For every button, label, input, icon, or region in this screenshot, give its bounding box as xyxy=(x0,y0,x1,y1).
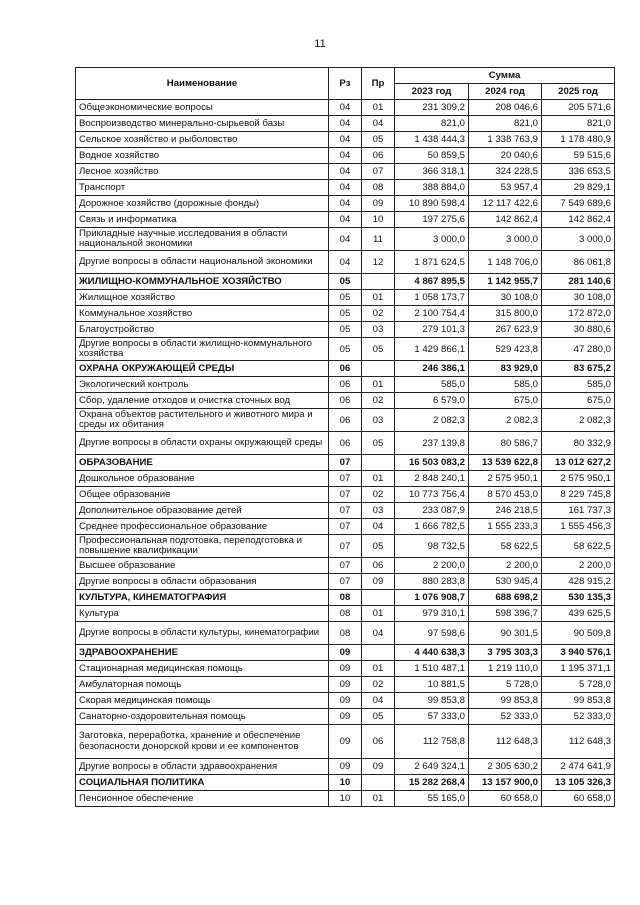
row-amount-2024: 3 000,0 xyxy=(469,228,542,251)
row-amount-2025: 821,0 xyxy=(542,116,615,132)
table-row xyxy=(76,100,615,116)
row-amount-2024: 246 218,5 xyxy=(469,503,542,519)
row-name: КУЛЬТУРА, КИНЕМАТОГРАФИЯ xyxy=(76,590,329,606)
row-pr xyxy=(362,775,395,791)
row-amount-2023: 279 101,3 xyxy=(395,322,469,338)
table-row xyxy=(76,535,615,558)
row-name: Коммунальное хозяйство xyxy=(76,306,329,322)
row-amount-2023: 50 859,5 xyxy=(395,148,469,164)
row-amount-2025: 52 333,0 xyxy=(542,709,615,725)
row-amount-2024: 598 396,7 xyxy=(469,606,542,622)
row-rz: 04 xyxy=(329,228,362,251)
row-amount-2023: 10 881,5 xyxy=(395,677,469,693)
table-row xyxy=(76,709,615,725)
row-name: Сельское хозяйство и рыболовство xyxy=(76,132,329,148)
row-amount-2025: 172 872,0 xyxy=(542,306,615,322)
row-name: Заготовка, переработка, хранение и обеспечение безопасности донорской крови и ее компонентов xyxy=(76,725,329,759)
table-row xyxy=(76,409,615,432)
row-amount-2024: 2 082,3 xyxy=(469,409,542,432)
row-amount-2024: 267 623,9 xyxy=(469,322,542,338)
row-amount-2025: 58 622,5 xyxy=(542,535,615,558)
row-pr: 04 xyxy=(362,116,395,132)
row-amount-2024: 12 117 422,6 xyxy=(469,196,542,212)
row-rz: 07 xyxy=(329,519,362,535)
table-row xyxy=(76,338,615,361)
row-amount-2023: 246 386,1 xyxy=(395,361,469,377)
row-amount-2025: 59 515,6 xyxy=(542,148,615,164)
row-amount-2025: 3 000,0 xyxy=(542,228,615,251)
header-year-2024: 2024 год xyxy=(469,84,542,100)
row-name: Другие вопросы в области национальной экономики xyxy=(76,251,329,274)
table-row xyxy=(76,606,615,622)
row-rz: 10 xyxy=(329,775,362,791)
row-name: Дополнительное образование детей xyxy=(76,503,329,519)
row-amount-2025: 30 880,6 xyxy=(542,322,615,338)
table-row xyxy=(76,361,615,377)
row-amount-2025: 83 675,2 xyxy=(542,361,615,377)
row-amount-2023: 16 503 083,2 xyxy=(395,455,469,471)
row-amount-2023: 2 200,0 xyxy=(395,558,469,574)
row-name: Экологический контроль xyxy=(76,377,329,393)
row-amount-2024: 3 795 303,3 xyxy=(469,645,542,661)
table-row xyxy=(76,274,615,290)
row-amount-2023: 2 848 240,1 xyxy=(395,471,469,487)
row-amount-2023: 197 275,6 xyxy=(395,212,469,228)
row-rz: 07 xyxy=(329,455,362,471)
row-amount-2025: 112 648,3 xyxy=(542,725,615,759)
row-amount-2024: 52 333,0 xyxy=(469,709,542,725)
table-row xyxy=(76,377,615,393)
row-amount-2024: 2 200,0 xyxy=(469,558,542,574)
row-rz: 06 xyxy=(329,409,362,432)
table-row xyxy=(76,132,615,148)
row-amount-2025: 1 555 456,3 xyxy=(542,519,615,535)
table-row xyxy=(76,180,615,196)
row-pr: 05 xyxy=(362,132,395,148)
row-pr xyxy=(362,645,395,661)
row-name: ЗДРАВООХРАНЕНИЕ xyxy=(76,645,329,661)
header-year-2023: 2023 год xyxy=(395,84,469,100)
row-pr: 03 xyxy=(362,409,395,432)
row-name: Транспорт xyxy=(76,180,329,196)
row-amount-2025: 2 082,3 xyxy=(542,409,615,432)
row-amount-2023: 97 598,6 xyxy=(395,622,469,645)
row-amount-2024: 8 570 453,0 xyxy=(469,487,542,503)
row-amount-2023: 1 871 624,5 xyxy=(395,251,469,274)
table-row xyxy=(76,725,615,759)
row-amount-2024: 208 046,6 xyxy=(469,100,542,116)
row-amount-2023: 6 579,0 xyxy=(395,393,469,409)
row-amount-2024: 1 148 706,0 xyxy=(469,251,542,274)
table-row xyxy=(76,558,615,574)
row-name: Пенсионное обеспечение xyxy=(76,791,329,807)
row-amount-2024: 529 423,8 xyxy=(469,338,542,361)
row-rz: 06 xyxy=(329,432,362,455)
row-pr: 05 xyxy=(362,709,395,725)
row-amount-2025: 3 940 576,1 xyxy=(542,645,615,661)
row-name: Санаторно-оздоровительная помощь xyxy=(76,709,329,725)
row-pr: 06 xyxy=(362,558,395,574)
table-row xyxy=(76,306,615,322)
row-amount-2025: 13 012 627,2 xyxy=(542,455,615,471)
row-amount-2024: 1 555 233,3 xyxy=(469,519,542,535)
row-amount-2023: 2 082,3 xyxy=(395,409,469,432)
row-amount-2025: 99 853,8 xyxy=(542,693,615,709)
row-amount-2024: 60 658,0 xyxy=(469,791,542,807)
row-rz: 07 xyxy=(329,558,362,574)
row-amount-2024: 20 040,6 xyxy=(469,148,542,164)
row-rz: 08 xyxy=(329,606,362,622)
table-row xyxy=(76,251,615,274)
row-pr: 06 xyxy=(362,148,395,164)
row-amount-2023: 98 732,5 xyxy=(395,535,469,558)
row-amount-2025: 13 105 326,3 xyxy=(542,775,615,791)
row-amount-2025: 142 862,4 xyxy=(542,212,615,228)
row-amount-2023: 880 283,8 xyxy=(395,574,469,590)
row-amount-2023: 979 310,1 xyxy=(395,606,469,622)
row-amount-2025: 5 728,0 xyxy=(542,677,615,693)
row-amount-2025: 439 625,5 xyxy=(542,606,615,622)
row-pr xyxy=(362,361,395,377)
row-rz: 05 xyxy=(329,338,362,361)
row-pr xyxy=(362,455,395,471)
row-pr: 01 xyxy=(362,471,395,487)
header-rz: Рз xyxy=(329,68,362,100)
row-rz: 06 xyxy=(329,377,362,393)
row-amount-2025: 281 140,6 xyxy=(542,274,615,290)
row-pr: 03 xyxy=(362,503,395,519)
row-amount-2025: 80 332,9 xyxy=(542,432,615,455)
table-row xyxy=(76,791,615,807)
row-name: Амбулаторная помощь xyxy=(76,677,329,693)
row-rz: 09 xyxy=(329,693,362,709)
row-amount-2023: 366 318,1 xyxy=(395,164,469,180)
row-amount-2024: 13 157 900,0 xyxy=(469,775,542,791)
row-rz: 07 xyxy=(329,487,362,503)
row-rz: 06 xyxy=(329,393,362,409)
row-name: СОЦИАЛЬНАЯ ПОЛИТИКА xyxy=(76,775,329,791)
header-year-2025: 2025 год xyxy=(542,84,615,100)
row-amount-2023: 4 867 895,5 xyxy=(395,274,469,290)
row-pr: 01 xyxy=(362,290,395,306)
row-pr: 01 xyxy=(362,606,395,622)
table-row xyxy=(76,471,615,487)
row-amount-2024: 99 853,8 xyxy=(469,693,542,709)
row-pr: 05 xyxy=(362,432,395,455)
row-amount-2024: 688 698,2 xyxy=(469,590,542,606)
row-amount-2024: 1 219 110,0 xyxy=(469,661,542,677)
row-name: Дорожное хозяйство (дорожные фонды) xyxy=(76,196,329,212)
row-pr: 05 xyxy=(362,338,395,361)
row-pr xyxy=(362,590,395,606)
row-amount-2025: 90 509,8 xyxy=(542,622,615,645)
row-name: ОБРАЗОВАНИЕ xyxy=(76,455,329,471)
row-pr: 01 xyxy=(362,377,395,393)
row-rz: 04 xyxy=(329,116,362,132)
row-name: Общеэкономические вопросы xyxy=(76,100,329,116)
row-pr: 01 xyxy=(362,791,395,807)
row-name: Скорая медицинская помощь xyxy=(76,693,329,709)
row-amount-2024: 324 228,5 xyxy=(469,164,542,180)
row-pr: 02 xyxy=(362,393,395,409)
row-amount-2025: 585,0 xyxy=(542,377,615,393)
row-rz: 07 xyxy=(329,471,362,487)
row-rz: 09 xyxy=(329,709,362,725)
row-rz: 10 xyxy=(329,791,362,807)
row-rz: 05 xyxy=(329,274,362,290)
row-rz: 05 xyxy=(329,290,362,306)
table-body xyxy=(76,100,615,807)
row-amount-2023: 1 438 444,3 xyxy=(395,132,469,148)
row-amount-2025: 86 061,8 xyxy=(542,251,615,274)
row-amount-2025: 1 178 480,9 xyxy=(542,132,615,148)
row-amount-2023: 99 853,8 xyxy=(395,693,469,709)
row-name: Водное хозяйство xyxy=(76,148,329,164)
row-pr: 02 xyxy=(362,306,395,322)
row-amount-2025: 675,0 xyxy=(542,393,615,409)
row-pr: 08 xyxy=(362,180,395,196)
table-row xyxy=(76,693,615,709)
row-pr: 09 xyxy=(362,574,395,590)
row-amount-2025: 29 829,1 xyxy=(542,180,615,196)
row-amount-2024: 30 108,0 xyxy=(469,290,542,306)
row-rz: 07 xyxy=(329,503,362,519)
row-amount-2024: 90 301,5 xyxy=(469,622,542,645)
row-rz: 07 xyxy=(329,535,362,558)
row-amount-2025: 205 571,6 xyxy=(542,100,615,116)
row-pr: 09 xyxy=(362,196,395,212)
row-rz: 08 xyxy=(329,590,362,606)
row-pr: 01 xyxy=(362,100,395,116)
row-name: Профессиональная подготовка, переподготовка и повышение квалификации xyxy=(76,535,329,558)
row-pr: 03 xyxy=(362,322,395,338)
row-amount-2023: 2 649 324,1 xyxy=(395,759,469,775)
row-name: Другие вопросы в области здравоохранения xyxy=(76,759,329,775)
row-name: Лесное хозяйство xyxy=(76,164,329,180)
table-row xyxy=(76,196,615,212)
row-amount-2023: 585,0 xyxy=(395,377,469,393)
table-row xyxy=(76,775,615,791)
row-pr: 09 xyxy=(362,759,395,775)
row-name: ЖИЛИЩНО-КОММУНАЛЬНОЕ ХОЗЯЙСТВО xyxy=(76,274,329,290)
row-rz: 09 xyxy=(329,759,362,775)
row-pr: 04 xyxy=(362,519,395,535)
row-amount-2023: 231 309,2 xyxy=(395,100,469,116)
row-amount-2023: 57 333,0 xyxy=(395,709,469,725)
table-row xyxy=(76,574,615,590)
row-amount-2023: 1 429 866,1 xyxy=(395,338,469,361)
row-name: Другие вопросы в области образования xyxy=(76,574,329,590)
row-name: Охрана объектов растительного и животного мира и среды их обитания xyxy=(76,409,329,432)
row-pr: 06 xyxy=(362,725,395,759)
table-row xyxy=(76,116,615,132)
row-rz: 06 xyxy=(329,361,362,377)
table-row xyxy=(76,622,615,645)
row-amount-2023: 233 087,9 xyxy=(395,503,469,519)
row-amount-2023: 10 773 756,4 xyxy=(395,487,469,503)
row-name: Культура xyxy=(76,606,329,622)
row-rz: 04 xyxy=(329,148,362,164)
row-pr: 10 xyxy=(362,212,395,228)
row-amount-2025: 336 653,5 xyxy=(542,164,615,180)
table-row xyxy=(76,212,615,228)
table-row xyxy=(76,393,615,409)
row-amount-2024: 142 862,4 xyxy=(469,212,542,228)
table-row xyxy=(76,645,615,661)
row-rz: 04 xyxy=(329,132,362,148)
row-amount-2024: 80 586,7 xyxy=(469,432,542,455)
row-rz: 04 xyxy=(329,180,362,196)
budget-table xyxy=(75,67,615,807)
row-rz: 04 xyxy=(329,100,362,116)
row-name: Дошкольное образование xyxy=(76,471,329,487)
row-amount-2023: 4 440 638,3 xyxy=(395,645,469,661)
row-name: Стационарная медицинская помощь xyxy=(76,661,329,677)
row-rz: 04 xyxy=(329,212,362,228)
row-name: Прикладные научные исследования в области национальной экономики xyxy=(76,228,329,251)
row-amount-2025: 8 229 745,8 xyxy=(542,487,615,503)
table-row xyxy=(76,590,615,606)
row-amount-2025: 1 195 371,1 xyxy=(542,661,615,677)
row-amount-2024: 2 305 630,2 xyxy=(469,759,542,775)
row-amount-2023: 15 282 268,4 xyxy=(395,775,469,791)
row-amount-2023: 821,0 xyxy=(395,116,469,132)
row-pr: 01 xyxy=(362,661,395,677)
row-amount-2024: 112 648,3 xyxy=(469,725,542,759)
header-sum: Сумма xyxy=(395,68,615,84)
table-row xyxy=(76,677,615,693)
table-row xyxy=(76,455,615,471)
row-name: Жилищное хозяйство xyxy=(76,290,329,306)
row-amount-2023: 237 139,8 xyxy=(395,432,469,455)
row-rz: 09 xyxy=(329,677,362,693)
row-amount-2024: 53 957,4 xyxy=(469,180,542,196)
row-rz: 05 xyxy=(329,306,362,322)
table-row xyxy=(76,432,615,455)
row-pr xyxy=(362,274,395,290)
row-amount-2024: 1 142 955,7 xyxy=(469,274,542,290)
row-amount-2024: 585,0 xyxy=(469,377,542,393)
row-amount-2024: 1 338 763,9 xyxy=(469,132,542,148)
row-amount-2025: 30 108,0 xyxy=(542,290,615,306)
row-amount-2025: 161 737,3 xyxy=(542,503,615,519)
row-pr: 11 xyxy=(362,228,395,251)
row-amount-2025: 530 135,3 xyxy=(542,590,615,606)
row-amount-2025: 428 915,2 xyxy=(542,574,615,590)
row-amount-2023: 1 666 782,5 xyxy=(395,519,469,535)
row-name: Среднее профессиональное образование xyxy=(76,519,329,535)
row-amount-2023: 10 890 598,4 xyxy=(395,196,469,212)
row-rz: 04 xyxy=(329,196,362,212)
row-pr: 04 xyxy=(362,693,395,709)
row-pr: 12 xyxy=(362,251,395,274)
table-row xyxy=(76,228,615,251)
row-amount-2024: 58 622,5 xyxy=(469,535,542,558)
row-pr: 07 xyxy=(362,164,395,180)
table-row xyxy=(76,487,615,503)
table-row xyxy=(76,759,615,775)
row-rz: 09 xyxy=(329,725,362,759)
row-amount-2024: 315 800,0 xyxy=(469,306,542,322)
row-pr: 05 xyxy=(362,535,395,558)
row-amount-2024: 83 929,0 xyxy=(469,361,542,377)
row-rz: 09 xyxy=(329,645,362,661)
row-amount-2025: 2 200,0 xyxy=(542,558,615,574)
row-pr: 02 xyxy=(362,487,395,503)
row-amount-2025: 2 575 950,1 xyxy=(542,471,615,487)
row-name: Общее образование xyxy=(76,487,329,503)
row-name: Воспроизводство минерально-сырьевой базы xyxy=(76,116,329,132)
row-amount-2023: 2 100 754,4 xyxy=(395,306,469,322)
header-name: Наименование xyxy=(76,68,329,100)
row-name: Связь и информатика xyxy=(76,212,329,228)
row-amount-2023: 112 758,8 xyxy=(395,725,469,759)
row-rz: 08 xyxy=(329,622,362,645)
table-row xyxy=(76,519,615,535)
row-amount-2025: 47 280,0 xyxy=(542,338,615,361)
header-pr: Пр xyxy=(362,68,395,100)
row-name: Другие вопросы в области культуры, кинематографии xyxy=(76,622,329,645)
row-amount-2024: 13 539 622,8 xyxy=(469,455,542,471)
row-amount-2023: 388 884,0 xyxy=(395,180,469,196)
row-amount-2023: 1 058 173,7 xyxy=(395,290,469,306)
row-rz: 07 xyxy=(329,574,362,590)
row-amount-2023: 1 076 908,7 xyxy=(395,590,469,606)
row-rz: 05 xyxy=(329,322,362,338)
row-amount-2024: 5 728,0 xyxy=(469,677,542,693)
table-row xyxy=(76,290,615,306)
row-amount-2024: 530 945,4 xyxy=(469,574,542,590)
table-row xyxy=(76,322,615,338)
table-row xyxy=(76,661,615,677)
row-rz: 04 xyxy=(329,164,362,180)
row-amount-2023: 55 165,0 xyxy=(395,791,469,807)
row-amount-2024: 675,0 xyxy=(469,393,542,409)
row-amount-2024: 2 575 950,1 xyxy=(469,471,542,487)
page-number: 11 xyxy=(314,38,326,50)
row-pr: 02 xyxy=(362,677,395,693)
row-amount-2025: 2 474 641,9 xyxy=(542,759,615,775)
row-rz: 04 xyxy=(329,251,362,274)
row-name: Высшее образование xyxy=(76,558,329,574)
row-rz: 09 xyxy=(329,661,362,677)
row-amount-2025: 7 549 689,6 xyxy=(542,196,615,212)
row-amount-2025: 60 658,0 xyxy=(542,791,615,807)
row-pr: 04 xyxy=(362,622,395,645)
row-amount-2024: 821,0 xyxy=(469,116,542,132)
row-name: Благоустройство xyxy=(76,322,329,338)
table-row xyxy=(76,503,615,519)
table-row xyxy=(76,164,615,180)
row-amount-2023: 1 510 487,1 xyxy=(395,661,469,677)
row-name: Другие вопросы в области жилищно-коммунального хозяйства xyxy=(76,338,329,361)
row-name: Сбор, удаление отходов и очистка сточных вод xyxy=(76,393,329,409)
table-row xyxy=(76,148,615,164)
row-name: ОХРАНА ОКРУЖАЮЩЕЙ СРЕДЫ xyxy=(76,361,329,377)
row-amount-2023: 3 000,0 xyxy=(395,228,469,251)
row-name: Другие вопросы в области охраны окружающей среды xyxy=(76,432,329,455)
